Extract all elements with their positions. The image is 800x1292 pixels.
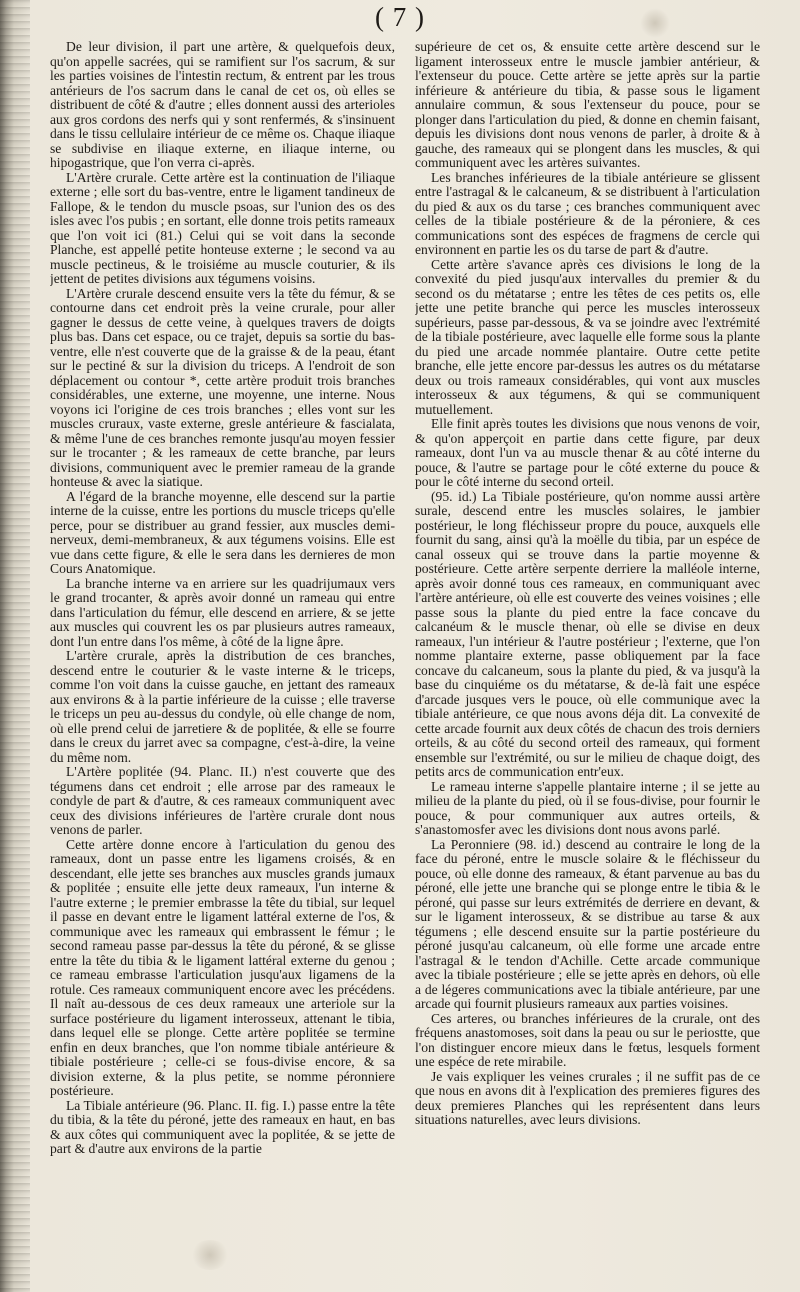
paragraph: L'Artère poplitée (94. Planc. II.) n'est couverte que des tégumens dans cet endroit ; elle arrose par des rameaux le condyle de part & d'autre, & ces rameaux communiquent avec ceux des divisions inférieures de l'artère crurale dont nous venons de parler. bbox=[50, 764, 395, 837]
page-stain bbox=[640, 8, 670, 38]
paragraph: (95. id.) La Tibiale postérieure, qu'on nomme aussi artère surale, descend entre les muscles solaires, le jambier postérieur, le long fléchisseur propre du pouce, auxquels elle fournit du sang, ainsi qu'à la moëlle du tibia, par un espéce de canal osseux qui se trouve dans la partie moyenne & postérieure. Cette artère serpente derriere la malléole interne, après avoir donné tous ces rameaux, en communiquant avec l'artère antérieure, où elle est couverte des veines voisines ; elle passe sous la plante du pied entre la face concave du calcanéum & le muscle thenar, où elle se divise en deux rameaux, l'un intérieur & l'autre postérieur ; l'externe, que l'on nomme plantaire externe, passe obliquement par la face concave du calcaneum, sous la plante du pied, & va jusqu'à la base du cinquiéme os du métatarse, & de-là fait une espéce d'arcade jusques vers le pouce, où elle communique avec la tibiale antérieure, ce que nous avons déja dit. La convexité de cette arcade fournit aux deux côtés de chacun des trois derniers orteils, & au côté du second orteil des rameaux, qui forment ensemble sur l'extrémité, ou sur le milieu de chaque doigt, des petits arcs de communication entr'eux. bbox=[415, 488, 760, 779]
paragraph: La branche interne va en arriere sur les quadrijumaux vers le grand trocanter, & après avoir donné un rameau qui entre dans l'articulation du fémur, elle descend en arriere, & se jette aux muscles qui couvrent les os par plusieurs autres rameaux, dont l'un entre dans l'os même, à côté de la ligne âpre. bbox=[50, 575, 395, 649]
paragraph: Les branches inférieures de la tibiale antérieure se glissent entre l'astragal & le calcaneum, & se distribuent à l'articulation du pied & aux os du tarse ; ces branches communiquent avec celles de la tibiale postérieure & de la péroniere, & ces communications sont des espéces de fragmens de cercle qui environnent en partie les os du tarse de part & d'autre. bbox=[415, 169, 760, 257]
paragraph: La Peronniere (98. id.) descend au contraire le long de la face du péroné, entre le muscle solaire & le fléchisseur du pouce, où elle donne des rameaux, & étant parvenue au bas du péroné, elle jette une branche qui se plonge entre le tibia & le péroné, qui passe sur leurs extrémités de derriere en devant, & sur le ligament interosseux, & se distribue au tarse & aux tégumens ; elle descend ensuite sur la partie postérieure du péroné jusqu'au calcaneum, où elle forme une arcade entre l'astragal & le tendon d'Achille. Cette arcade communique avec la tibiale postérieure ; elle se jette après en dehors, où elle a de légeres communications avec la tibiale antérieure, par une arcade qui fournit plusieurs rameaux aux parties voisines. bbox=[415, 836, 760, 1011]
right-column bbox=[415, 40, 760, 1280]
page-number: ( 7 ) bbox=[375, 2, 425, 32]
paragraph: De leur division, il part une artère, & quelquefois deux, qu'on appelle sacrées, qui se ramifient sur l'os sacrum, & sur les parties voisines de l'intestin rectum, & entrent par les trous antérieurs de l'os sacrum dans le canal de cet os, où elles se distribuent de côté & d'autre ; elles donnent aussi des arterioles aux gros cordons des nerfs qui y sont renfermés, & s'insinuent dans le tissu cellulaire intérieur de ce même os. Chaque iliaque se subdivise en iliaque externe, en iliaque interne, ou hipogastrique, que l'on verra ci-après. bbox=[50, 40, 395, 170]
left-column bbox=[50, 40, 395, 1280]
page-binding-shadow bbox=[0, 0, 30, 1292]
paragraph: L'Artère crurale. Cette artère est la continuation de l'iliaque externe ; elle sort du bas-ventre, entre le ligament tandineux de Fallope, & le tendon du muscle psoas, sur l'union des os des isles avec l'os pubis ; en sortant, elle donne trois petits rameaux que l'on voit ici (81.) Celui qui se voit dans la seconde Planche, est appellé petite honteuse externe ; le second va au muscle pectineus, & le troisiéme au muscle couturier, & ils jettent de petites divisions aux tégumens voisins. bbox=[50, 169, 395, 286]
paragraph: A l'égard de la branche moyenne, elle descend sur la partie interne de la cuisse, entre les portions du muscle triceps qu'elle perce, pour se distribuer au grand fessier, aux muscles demi-nerveux, demi-membraneux, & aux tégumens voisins. Elle est vue dans cette figure, & elle le sera dans les dernieres de mon Cours Anatomique. bbox=[50, 488, 395, 576]
paragraph: Ces arteres, ou branches inférieures de la crurale, ont des fréquens anastomoses, soit dans la peau ou sur le periostte, que l'on distinguer encore mieux dans le fœtus, lesquels forment une espéce de rete mirabile. bbox=[415, 1010, 760, 1069]
paragraph: Elle finit après toutes les divisions que nous venons de voir, & qu'on apperçoit en partie dans cette figure, par deux rameaux, dont l'un va au muscle thenar & au côté interne du pouce, & l'autre se partage pour le côté externe du pouce & pour le côté interne du second orteil. bbox=[415, 416, 760, 489]
paragraph: supérieure de cet os, & ensuite cette artère descend sur le ligament interosseux entre le muscle jambier antérieur, & l'extenseur du pouce. Cette artère se jette après sur la partie inférieure & antérieure du tibia, & passe sous le ligament annulaire commun, & sous l'extenseur du pouce, pour se plonger dans l'articulation du pied, & donne en chemin faisant, depuis les divisions dont nous venons de parler, à droite & à gauche, des rameaux qui se plongent dans les muscles, & qui communiquent avec les artères suivantes. bbox=[415, 40, 760, 170]
paragraph: La Tibiale antérieure (96. Planc. II. fig. I.) passe entre la tête du tibia, & la tête du péroné, jette des rameaux en haut, en bas & aux côtes qui communiquent avec la poplitée, & se jette de part & d'autre aux environs de la partie bbox=[50, 1097, 395, 1156]
paragraph: L'Artère crurale descend ensuite vers la tête du fémur, & se contourne dans cet endroit près la veine crurale, pour aller gagner le dessus de cette veine, à quelques travers de doigts plus bas. Dans cet espace, ou ce trajet, depuis sa sortie du bas-ventre, elle n'est couverte que de la graisse & de la peau, étant sur le pectiné & sur la division du triceps. A l'endroit de son déplacement ou contour *, cette artère produit trois branches considérables, une externe, une moyenne, une interne. Nous voyons ici l'origine de ces trois branches ; elles vont sur les muscles cruraux, vaste externe, gresle antérieure & fascialata, & même l'une de ces branches remonte jusqu'au moyen fessier sur le trocanter ; & les rameaux de cette branche, par leurs divisions, communiquent avec le premier rameau de la grande honteuse & avec la siatique. bbox=[50, 285, 395, 489]
paragraph: Cette artère s'avance après ces divisions le long de la convexité du pied jusqu'aux intervalles du premier & du second os du métatarse ; entre les têtes de ces petits os, elle jette une petite branche qui perce les muscles interosseux supérieurs, passe par-dessous, & va se joindre avec l'extrémité de la tibiale postérieure, avec laquelle elle forme sous la plante du pied une arcade nommée plantaire. Outre cette petite branche, elle jette encore par-dessus les autres os du métatarse deux ou trois rameaux considérables, qui vont aux muscles interosseux & aux tégumens, & qui se communiquent mutuellement. bbox=[415, 256, 760, 417]
paragraph: Je vais expliquer les veines crurales ; il ne suffit pas de ce que nous en avons dit à l'explication des premieres figures des deux premieres Planches qui les représentent dans leurs situations naturelles, avec leurs divisions. bbox=[415, 1068, 760, 1127]
paragraph: L'artère crurale, après la distribution de ces branches, descend entre le couturier & le vaste interne & le triceps, comme l'on voit dans la cuisse gauche, en jettant des rameaux aux environs & à la partie inférieure de la cuisse ; elle traverse le triceps un peu au-dessus du condyle, où elle change de nom, où elle prend celui de jarretiere & de poplitée, & elle se fourre dans le creux du jarret avec sa compagne, c'est-à-dire, la veine du même nom. bbox=[50, 648, 395, 765]
paragraph: Cette artère donne encore à l'articulation du genou des rameaux, dont un passe entre les ligamens croisés, & en descendant, elle jette ses branches aux muscles grands jumaux & poplitée ; ensuite elle jette deux rameaux, l'un interne & l'autre externe ; le premier embrasse la tête du tibial, sur lequel il passe en devant entre le ligament lattéral externe de l'os, & communique avec les rameaux qui embrassent le fémur ; le second rameau passe par-dessus la tête du péroné, & se glisse entre la tête du tibia & le ligament lattéral externe du genou ; ce rameau embrasse l'articulation jusqu'aux ligamens de la rotule. Ces rameaux communiquent encore avec les précédens. Il naît au-dessous de ces deux rameaux une arteriole sur la surface postérieure du ligament interosseux, attenant le tibia, dans lequel elle se plonge. Cette artère poplitée se termine enfin en deux branches, que l'on nomme tibiale antérieure & tibiale postérieure ; celle-ci se fous-divise encore, & sa division externe, & la plus petite, se nomme péronniere postérieure. bbox=[50, 836, 395, 1098]
paragraph: Le rameau interne s'appelle plantaire interne ; il se jette au milieu de la plante du pied, où il se fous-divise, pour fournir le pouce, & pour communiquer aux autres orteils, & s'anastomosfer avec les divisions dont nous avons parlé. bbox=[415, 778, 760, 837]
